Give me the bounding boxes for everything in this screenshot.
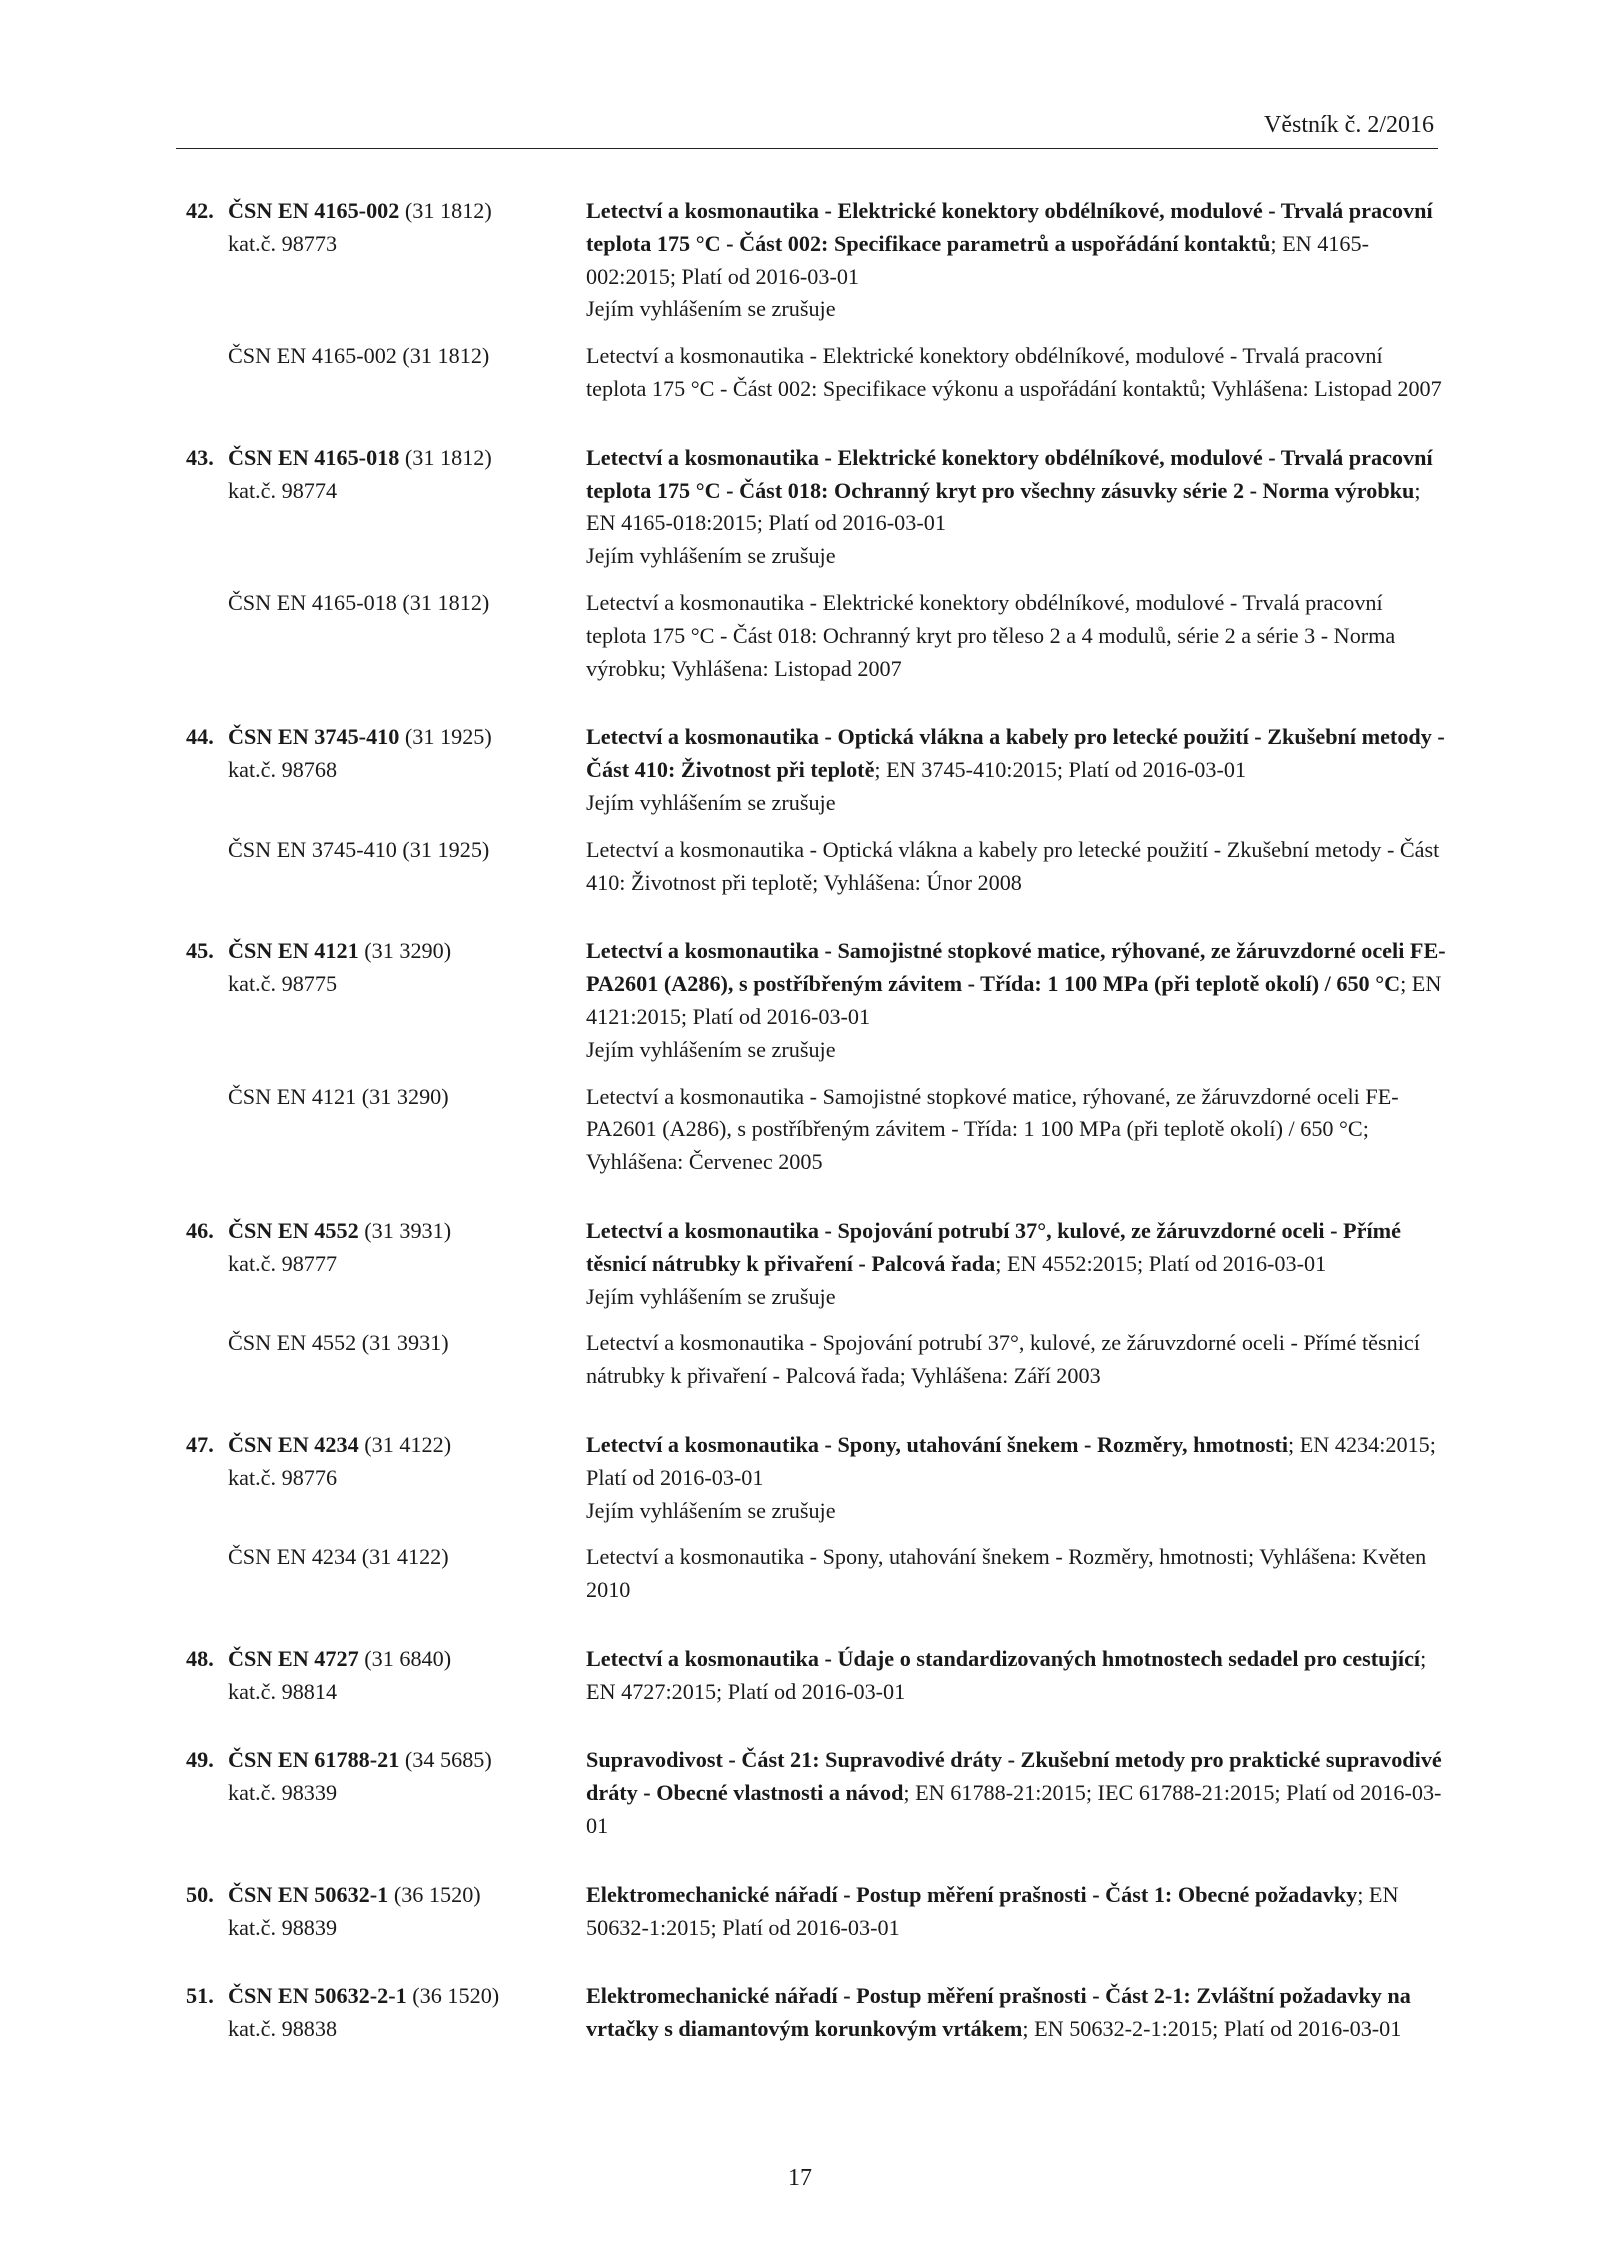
entry-description (586, 1980, 1446, 2046)
catalog-number: kat.č. 98773 (228, 230, 338, 256)
classification-code: (36 1520) (388, 1881, 481, 1907)
entry-description (586, 1744, 1446, 1842)
standard-title: Supravodivost - Část 21: Supravodivé dráty - Zkušební metody pro praktické supravodivé dráty - Obecné vlastnosti a návod (586, 1747, 1442, 1806)
standard-details: ; EN 4727:2015; Platí od 2016-03-01 (586, 1645, 1427, 1704)
cancellation-note: Jejím vyhlášením se zrušuje (586, 1283, 836, 1309)
journal-title: Věstník č. 2/2016 (1264, 112, 1434, 138)
standard-title: Letectví a kosmonautika - Elektrické konektory obdélníkové, modulové - Trvalá pracovní teplota 175 °C - Část 002: Specifikace parametrů a uspořádání kontaktů (586, 198, 1433, 256)
classification-code: (31 1812) (399, 444, 492, 470)
entry-description (586, 1879, 1446, 1945)
cancellation-note: Jejím vyhlášením se zrušuje (586, 789, 836, 815)
classification-code: (34 5685) (399, 1747, 492, 1773)
standard-title: Letectví a kosmonautika - Údaje o standardizovaných hmotnostech sedadel pro cestující (586, 1645, 1421, 1671)
catalog-number: kat.č. 98777 (228, 1250, 338, 1276)
replaced-standard-text: Letectví a kosmonautika - Spojování potrubí 37°, kulové, ze žáruvzdorné oceli - Přímé těsnicí nátrubky k přivaření - Palcová řada; Vyhlášena: Září 2003 (586, 1330, 1420, 1389)
classification-code: (31 6840) (358, 1645, 452, 1671)
standard-code: ČSN EN 4727 (228, 1645, 359, 1671)
replaced-standard-code: ČSN EN 3745-410 (31 1925) (228, 836, 490, 862)
entry-code (176, 1215, 586, 1313)
entry-code (176, 935, 586, 1066)
catalog-number: kat.č. 98768 (228, 757, 338, 783)
standard-details: ; EN 4234:2015; Platí od 2016-03-01 (586, 1431, 1436, 1490)
list-item (176, 721, 1446, 899)
standard-details: ; EN 50632-1:2015; Platí od 2016-03-01 (586, 1881, 1399, 1940)
entry-description (586, 1643, 1446, 1709)
entry-number: 44. (186, 724, 214, 750)
catalog-number: kat.č. 98774 (228, 477, 338, 503)
list-item (176, 1879, 1446, 1945)
standard-title: Letectví a kosmonautika - Samojistné stopkové matice, rýhované, ze žáruvzdorné oceli FE-PA2601 (A286), s postříbřeným závitem - Třída: 1 100 MPa (při teplotě okolí) / 650 °C (586, 938, 1446, 997)
classification-code: (31 3290) (358, 938, 452, 964)
standard-title: Letectví a kosmonautika - Spojování potrubí 37°, kulové, ze žáruvzdorné oceli - Přímé těsnicí nátrubky k přivaření - Palcová řada (586, 1217, 1401, 1276)
entry-code (176, 1429, 586, 1527)
entry-code (176, 195, 586, 326)
cancellation-note: Jejím vyhlášením se zrušuje (586, 1497, 836, 1523)
standard-code: ČSN EN 4552 (228, 1217, 359, 1243)
standard-details: ; EN 4165-018:2015; Platí od 2016-03-01 (586, 477, 1421, 536)
cancellation-note: Jejím vyhlášením se zrušuje (586, 543, 836, 569)
list-item (176, 1643, 1446, 1709)
standard-title: Elektromechanické nářadí - Postup měření prašnosti - Část 2-1: Zvláštní požadavky na vrtačky s diamantovým korunkovým vrtákem (586, 1983, 1411, 2042)
entry-number: 49. (186, 1747, 214, 1773)
standard-details: ; EN 50632-2-1:2015; Platí od 2016-03-01 (1022, 2016, 1402, 2042)
entry-number: 51. (186, 1983, 214, 2009)
page-number: 17 (788, 2165, 812, 2191)
standard-code: ČSN EN 61788-21 (228, 1747, 400, 1773)
standard-code: ČSN EN 3745-410 (228, 724, 400, 750)
replaced-standard-text: Letectví a kosmonautika - Elektrické konektory obdélníkové, modulové - Trvalá pracovní teplota 175 °C - Část 018: Ochranný kryt pro těleso 2 a 4 modulů, série 2 a série 3 - Norma výrobku; Vyhlášena: Listopad 2007 (586, 589, 1396, 681)
standard-title: Letectví a kosmonautika - Spony, utahování šnekem - Rozměry, hmotnosti (586, 1431, 1289, 1457)
list-item (176, 442, 1446, 686)
entry-code (176, 1980, 586, 2046)
entry-number: 43. (186, 444, 214, 470)
entry-description (586, 935, 1446, 1066)
catalog-number: kat.č. 98776 (228, 1464, 338, 1490)
entry-description (586, 1215, 1446, 1313)
replaced-standard-text: Letectví a kosmonautika - Samojistné stopkové matice, rýhované, ze žáruvzdorné oceli FE-PA2601 (A286), s postříbřeným závitem - Třída: 1 100 MPa (při teplotě okolí) / 650 °C; Vyhlášena: Červenec 2005 (586, 1083, 1399, 1175)
catalog-number: kat.č. 98339 (228, 1780, 338, 1806)
entry-number: 47. (186, 1431, 214, 1457)
standard-title: Letectví a kosmonautika - Elektrické konektory obdélníkové, modulové - Trvalá pracovní teplota 175 °C - Část 018: Ochranný kryt pro všechny zásuvky série 2 - Norma výrobku (586, 444, 1433, 503)
classification-code: (36 1520) (406, 1983, 500, 2009)
standard-details: ; EN 3745-410:2015; Platí od 2016-03-01 (874, 757, 1247, 783)
list-item (176, 1744, 1446, 1842)
classification-code: (31 1812) (399, 198, 492, 223)
entry-description (586, 1429, 1446, 1527)
entry-code (176, 442, 586, 573)
replaced-standard-code: ČSN EN 4165-018 (31 1812) (228, 589, 490, 615)
entry-description (586, 721, 1446, 819)
replaced-standard-code: ČSN EN 4552 (31 3931) (228, 1330, 449, 1356)
list-item (176, 935, 1446, 1179)
replaced-standard-text: Letectví a kosmonautika - Optická vlákna a kabely pro letecké použití - Zkušební metody - Část 410: Životnost při teplotě; Vyhlášena: Únor 2008 (586, 836, 1440, 895)
standard-details: ; EN 4165-002:2015; Platí od 2016-03-01 (586, 230, 1369, 289)
replaced-standard-code: ČSN EN 4121 (31 3290) (228, 1083, 449, 1109)
list-item (176, 1980, 1446, 2046)
catalog-number: kat.č. 98839 (228, 1914, 338, 1940)
standard-title: Elektromechanické nářadí - Postup měření prašnosti - Část 1: Obecné požadavky (586, 1881, 1358, 1907)
entry-description (586, 195, 1446, 326)
entry-number: 48. (186, 1645, 214, 1671)
entry-number: 42. (186, 198, 214, 223)
list-item (176, 195, 1446, 406)
standard-code: ČSN EN 4165-018 (228, 444, 400, 470)
standard-code: ČSN EN 4165-002 (228, 198, 400, 223)
standard-code: ČSN EN 4121 (228, 938, 359, 964)
replaced-standard-code: ČSN EN 4234 (31 4122) (228, 1544, 449, 1570)
catalog-number: kat.č. 98838 (228, 2016, 338, 2042)
standard-details: ; EN 4121:2015; Platí od 2016-03-01 (586, 971, 1442, 1029)
catalog-number: kat.č. 98814 (228, 1678, 338, 1704)
cancellation-note: Jejím vyhlášením se zrušuje (586, 296, 836, 322)
standard-details: ; EN 4552:2015; Platí od 2016-03-01 (995, 1250, 1327, 1276)
classification-code: (31 3931) (358, 1217, 452, 1243)
entry-code (176, 1744, 586, 1842)
standard-details: ; EN 61788-21:2015; IEC 61788-21:2015; Platí od 2016-03-01 (586, 1780, 1442, 1839)
standard-code: ČSN EN 4234 (228, 1431, 359, 1457)
entry-number: 45. (186, 938, 214, 964)
entry-description (586, 442, 1446, 573)
replaced-standard-code: ČSN EN 4165-002 (31 1812) (228, 343, 490, 369)
list-item (176, 1429, 1446, 1607)
entry-code (176, 1879, 586, 1945)
cancellation-note: Jejím vyhlášením se zrušuje (586, 1036, 836, 1062)
entry-number: 46. (186, 1217, 214, 1243)
standard-code: ČSN EN 50632-2-1 (228, 1983, 407, 2009)
entry-number: 50. (186, 1881, 214, 1907)
classification-code: (31 4122) (358, 1431, 452, 1457)
entry-code (176, 1643, 586, 1709)
standard-code: ČSN EN 50632-1 (228, 1881, 389, 1907)
catalog-number: kat.č. 98775 (228, 971, 338, 997)
replaced-standard-text: Letectví a kosmonautika - Spony, utahování šnekem - Rozměry, hmotnosti; Vyhlášena: Květen 2010 (586, 1544, 1427, 1603)
standards-list (176, 195, 1446, 2082)
standard-title: Letectví a kosmonautika - Optická vlákna a kabely pro letecké použití - Zkušební metody - Část 410: Životnost při teplotě (586, 724, 1445, 783)
entry-code (176, 721, 586, 819)
replaced-standard-text: Letectví a kosmonautika - Elektrické konektory obdélníkové, modulové - Trvalá pracovní teplota 175 °C - Část 002: Specifikace výkonu a uspořádání kontaktů; Vyhlášena: Listopad 2007 (586, 343, 1442, 401)
list-item (176, 1215, 1446, 1393)
page-header (176, 108, 1438, 149)
classification-code: (31 1925) (399, 724, 492, 750)
